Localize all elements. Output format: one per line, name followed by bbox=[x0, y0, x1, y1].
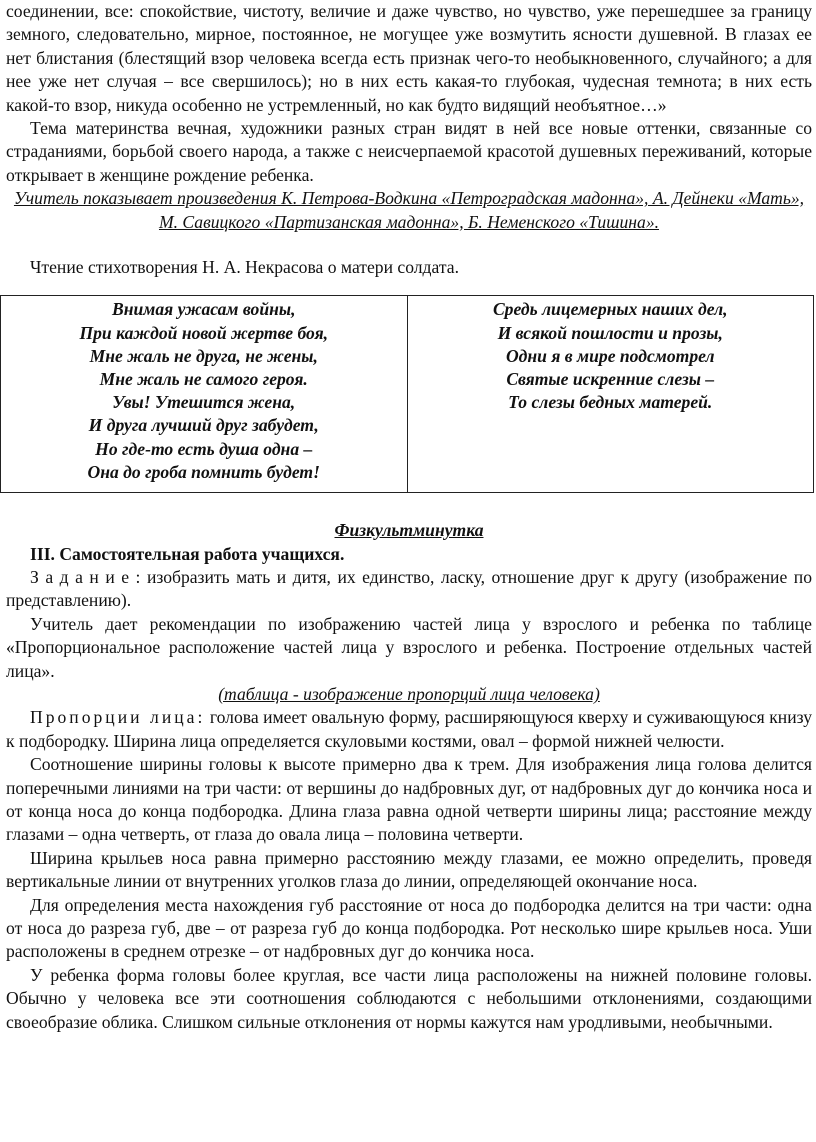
paragraph-motherhood-theme: Тема материнства вечная, художники разных стран видят в ней все новые оттенки, связанные со страданиями, борьбой своего народа, а также с неисчерпаемой красотой душевных переживаний, которые открывает в женщине рождение ребенка. bbox=[6, 118, 812, 185]
poem-line: Но где-то есть душа одна – bbox=[95, 438, 313, 459]
paragraph-head-ratio: Соотношение ширины головы к высоте примерно два к трем. Для изображения лица голова делится поперечными линиями на три части: от вершины до надбровных дуг, от надбровных дуг до кончика носа и от конца носа до конца подбородка. Длина глаза равна одной четверти ширины лица; расстояние между глазами – одна четверть, от глаза до овала лица – половина четверти. bbox=[6, 754, 812, 845]
poem-line: И всякой пошлости и прозы, bbox=[497, 322, 723, 343]
poem-line: Мне жаль не друга, не жены, bbox=[89, 345, 318, 366]
poem-line: Она до гроба помнить будет! bbox=[87, 461, 320, 482]
fizkultminutka-heading: Физкультминутка bbox=[334, 520, 484, 541]
paragraph-nose-width: Ширина крыльев носа равна примерно расстоянию между глазами, ее можно определить, проведя вертикальные линии от внутренних уголков глаза до линии, определяющей окончание носа. bbox=[6, 847, 812, 892]
task-text: изобразить мать и дитя, их единство, ласку, отношение друг к другу (изображение по представлению). bbox=[6, 566, 812, 611]
poem-left-column bbox=[1, 296, 408, 493]
task-paragraph bbox=[6, 566, 812, 613]
poem-line: Одни я в мире подсмотрел bbox=[505, 345, 715, 366]
poem-reading-intro: Чтение стихотворения Н. А. Некрасова о матери солдата. bbox=[30, 257, 459, 278]
poem-line: Внимая ужасам войны, bbox=[112, 299, 296, 320]
proportions-label: Пропорции лица: bbox=[30, 707, 206, 728]
poem-line: То слезы бедных матерей. bbox=[508, 392, 713, 413]
poem-table bbox=[0, 295, 814, 493]
poem-line: Средь лицемерных наших дел, bbox=[492, 299, 728, 320]
paragraph-lips-ears: Для определения места нахождения губ расстояние от носа до подбородка делится на три части: одна от носа до разреза губ, две – от разреза губ до конца подбородка. Рот несколько шире крыльев носа. Уши расположены в среднем отрезке – от надбровных дуг до кончика носа. bbox=[6, 894, 812, 962]
proportions-text: голова имеет овальную форму, расширяющуюся кверху и суживающуюся книзу к подбородку. Ширина лица определяется скуловыми костями, овал – формой нижней челюсти. bbox=[6, 707, 812, 751]
teacher-shows-works: Учитель показывает произведения К. Петрова-Водкина «Петроградская мадонна», А. Дейнеки «Мать», М. Савицкого «Партизанская мадонна», Б. Неменского «Тишина». bbox=[13, 188, 805, 232]
proportions-paragraph bbox=[6, 706, 812, 753]
poem-line: И друга лучший друг забудет, bbox=[88, 415, 319, 436]
poem-line: Святые искренние слезы – bbox=[506, 369, 715, 390]
poem-line: При каждой новой жертве боя, bbox=[79, 322, 329, 343]
poem-right-column bbox=[407, 296, 814, 493]
table-note: (таблица - изображение пропорций лица человека) bbox=[218, 683, 600, 704]
task-label: З а д а н и е : bbox=[30, 566, 141, 587]
paragraph-child-head: У ребенка форма головы более круглая, все части лица расположены на нижней половине головы. Обычно у человека все эти соотношения соблюдаются с небольшими отклонениями, создающими своеобразие облика. Слишком сильные отклонения от нормы кажутся нам уродливыми, необычными. bbox=[6, 964, 812, 1032]
poem-line: Мне жаль не самого героя. bbox=[99, 369, 308, 390]
poem-line: Увы! Утешится жена, bbox=[112, 392, 296, 413]
section-heading: III. Самостоятельная работа учащихся. bbox=[30, 543, 345, 564]
teacher-recommendations: Учитель дает рекомендации по изображению частей лица у взрослого и ребенка по таблице «Пропорциональное расположение частей лица у взрослого и ребенка. Построение отдельных частей лица». bbox=[6, 613, 812, 681]
paragraph-continuation: соединении, все: спокойствие, чистоту, величие и даже чувство, но чувство, уже перешедшее за границу земного, следовательно, мирное, постоянное, не могущее уже возмутить ясности душевной. В глазах ее нет блистания (блестящий взор человека всегда есть признак чего-то необыкновенного, случайного; а для нее уже нет случая – все свершилось); но в них есть какая-то глубокая, чудесная темнота; в них есть какой-то взор, никуда особенно не устремленный, но как будто видящий необъятное…» bbox=[6, 1, 812, 115]
